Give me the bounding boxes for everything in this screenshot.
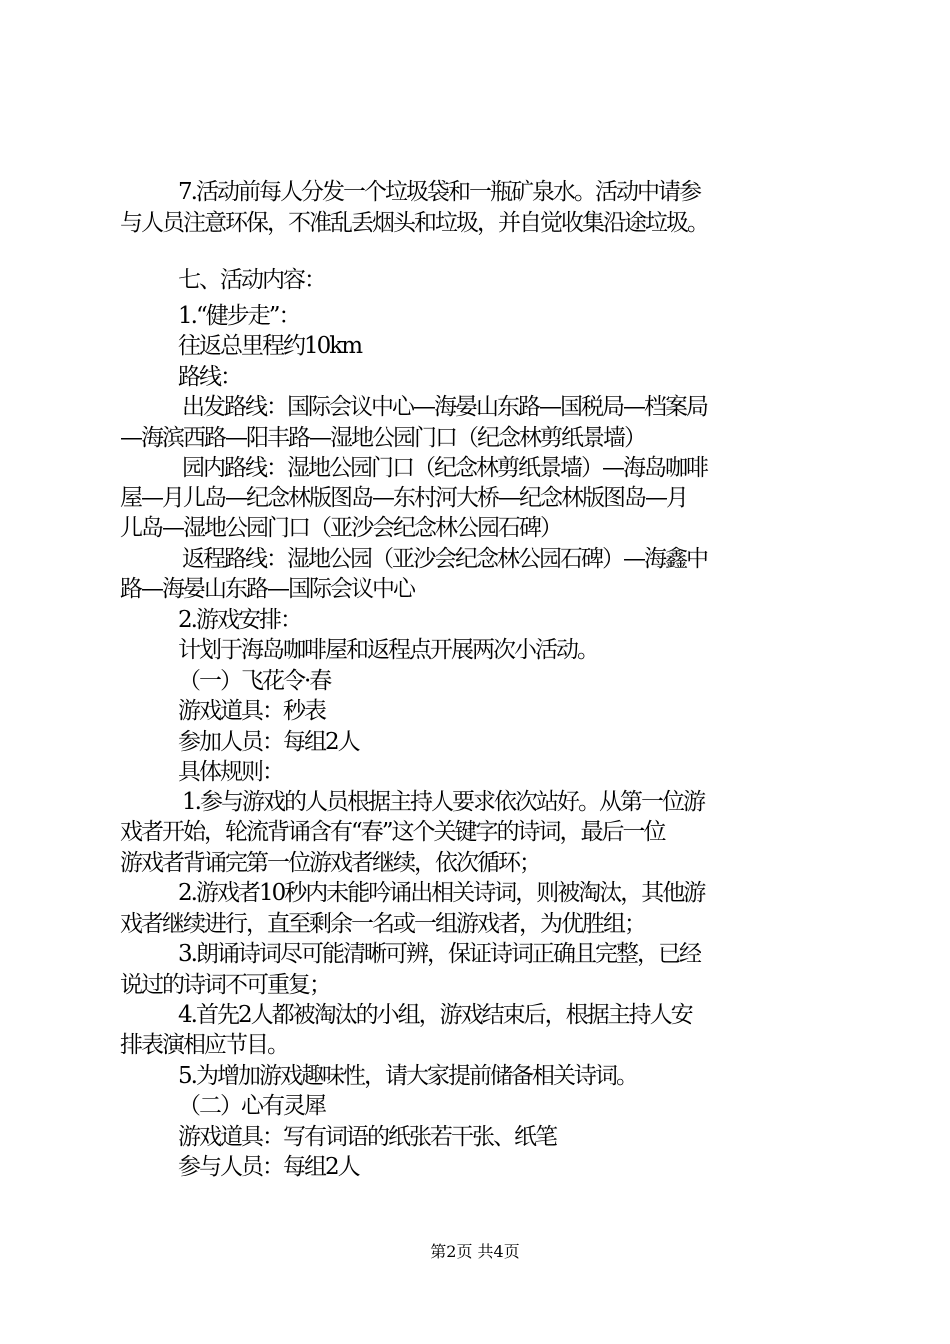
game1-participants: 参加人员：每组2人 [178,729,359,755]
game1-rule1-line-2: 戏者开始，轮流背诵含有“春”这个关键字的诗词，最后一位 [120,819,665,845]
park-route-line-1: 园内路线：湿地公园门口（纪念林剪纸景墙）—海岛咖啡 [182,455,707,481]
walk-distance: 往返总里程约10km [178,333,362,359]
env-rule-line-1: 7.活动前每人分发一个垃圾袋和一瓶矿泉水。活动中请参 [178,179,700,205]
depart-route-line-1: 出发路线：国际会议中心—海晏山东路—国税局—档案局 [182,394,707,420]
game2-participants: 参与人员：每组2人 [178,1154,359,1180]
game1-rule1-line-3: 游戏者背诵完第一位游戏者继续，依次循环； [120,850,540,876]
game1-rule5: 5.为增加游戏趣味性，请大家提前储备相关诗词。 [178,1063,637,1089]
game1-rule2-line-1: 2.游戏者10秒内未能吟诵出相关诗词，则被淘汰，其他游 [178,880,705,906]
game2-title: （二）心有灵犀 [178,1093,325,1119]
return-route-line-2: 路—海晏山东路—国际会议中心 [120,576,414,602]
game1-rule3-line-1: 3.朗诵诗词尽可能清晰可辨，保证诗词正确且完整，已经 [178,941,700,967]
game1-rule1-line-1: 1.参与游戏的人员根据主持人要求依次站好。从第一位游 [182,789,704,815]
park-route-line-3: 儿岛—湿地公园门口（亚沙会纪念林公园石碑） [120,515,561,541]
page-footer: 第2页 共4页 [430,1242,520,1261]
game1-rule2-line-2: 戏者继续进行，直至剩余一名或一组游戏者，为优胜组； [120,911,645,937]
park-route-line-2: 屋—月儿岛—纪念林版图岛—东村河大桥—纪念林版图岛—月 [120,485,687,511]
game1-rule4-line-1: 4.首先2人都被淘汰的小组，游戏结束后，根据主持人安 [178,1002,692,1028]
route-label: 路线： [178,364,241,390]
game1-rules-label: 具体规则： [178,759,283,785]
game1-title: （一）飞花令·春 [178,668,331,694]
game1-rule4-line-2: 排表演相应节目。 [120,1032,288,1058]
env-rule-line-2: 与人员注意环保，不准乱丢烟头和垃圾，并自觉收集沿途垃圾。 [120,210,708,236]
game1-rule3-line-2: 说过的诗词不可重复； [120,972,330,998]
game1-props: 游戏道具：秒表 [178,698,325,724]
section-heading-activity-content: 七、活动内容： [178,267,325,293]
walk-title: 1.“健步走”： [178,303,300,329]
games-plan: 计划于海岛咖啡屋和返程点开展两次小活动。 [178,637,598,663]
game2-props: 游戏道具：写有词语的纸张若干张、纸笔 [178,1124,556,1150]
depart-route-line-2: —海滨西路—阳丰路—湿地公园门口（纪念林剪纸景墙） [120,425,645,451]
return-route-line-1: 返程路线：湿地公园（亚沙会纪念林公园石碑）—海鑫中 [182,546,707,572]
games-title: 2.游戏安排： [178,607,301,633]
